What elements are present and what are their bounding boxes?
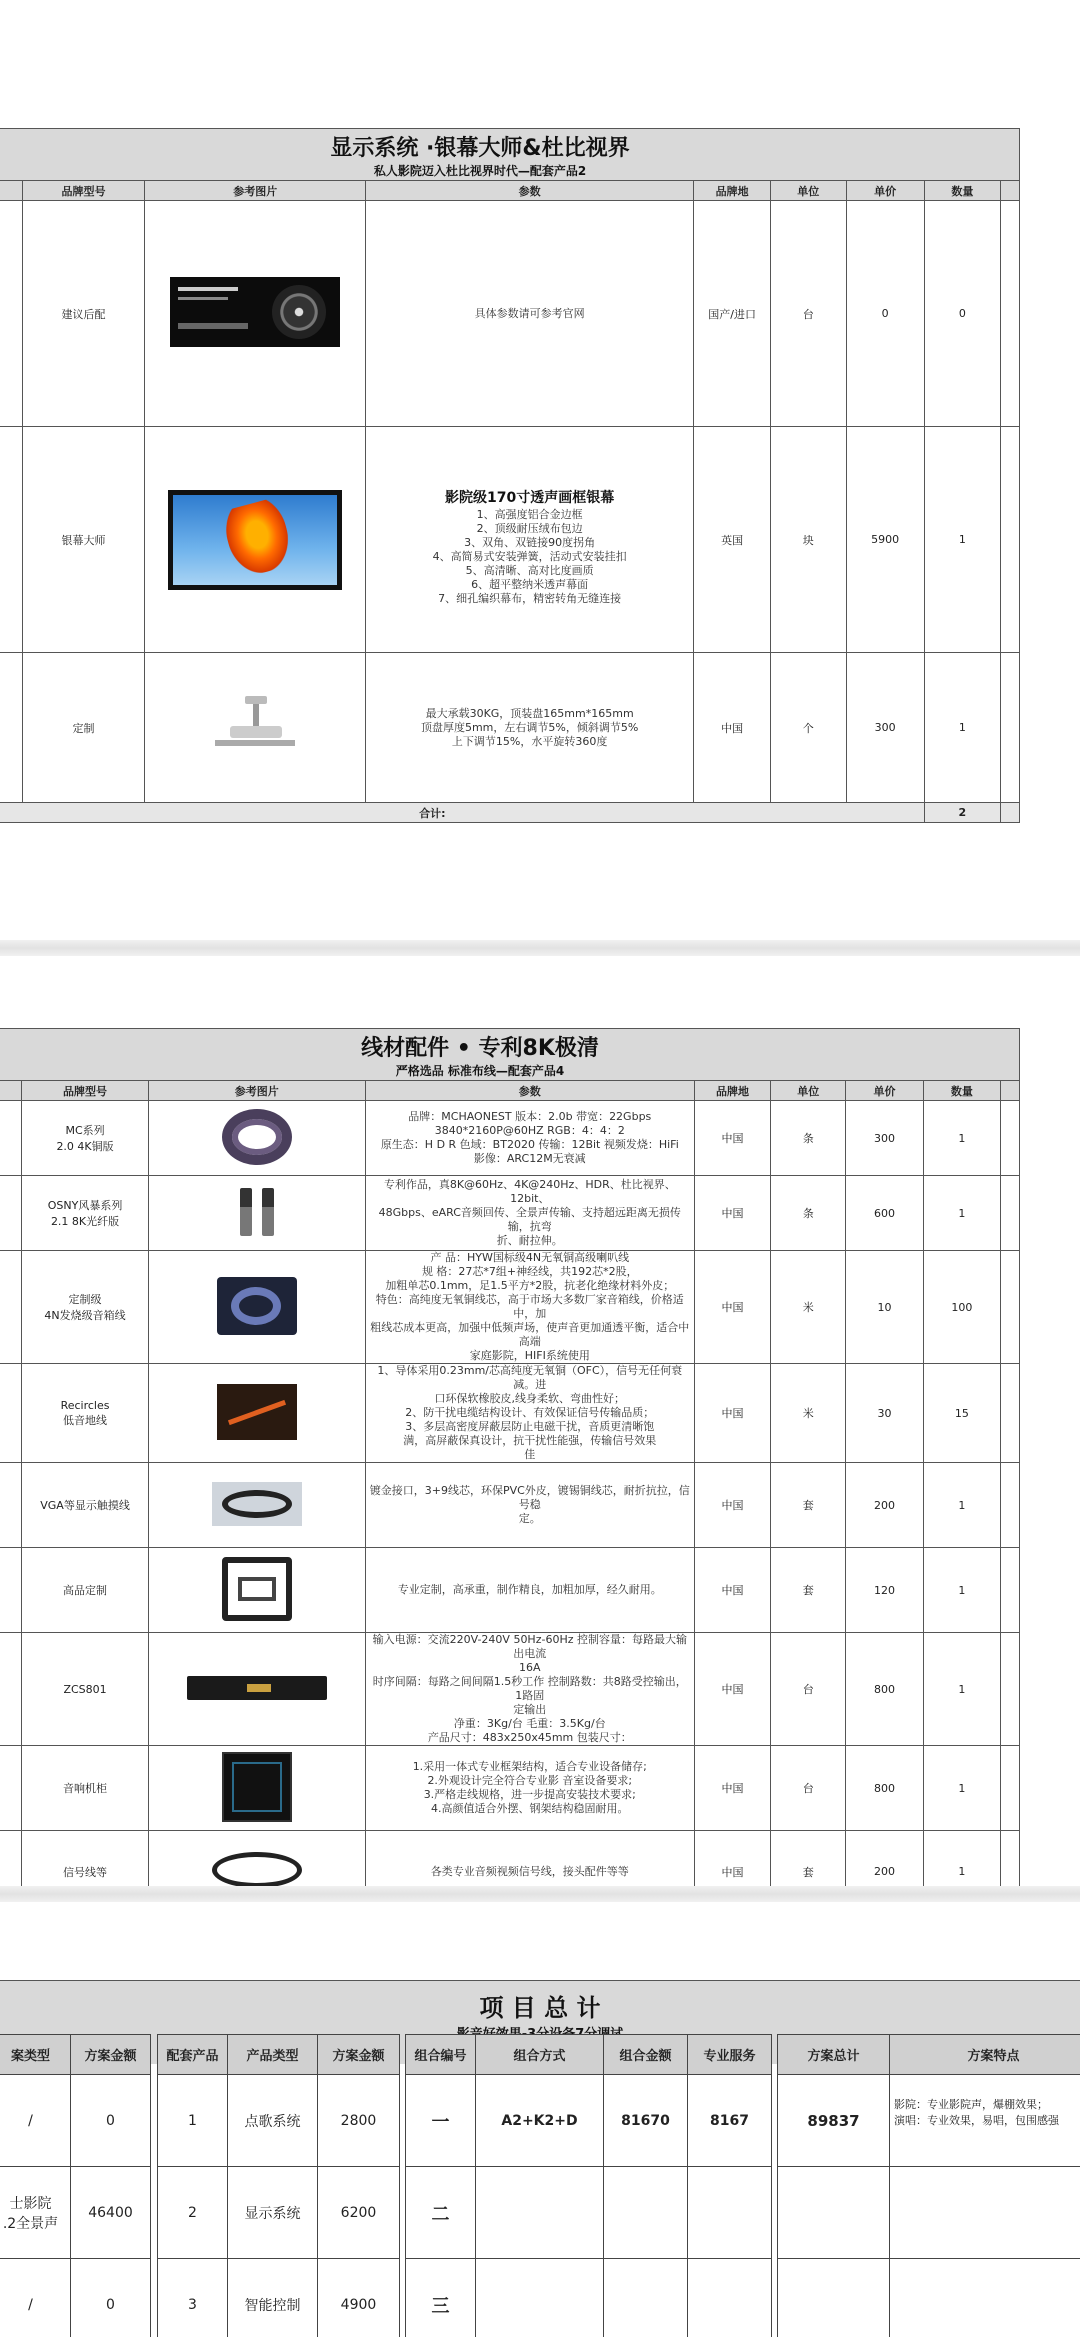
combo-amount-cell <box>604 2259 688 2337</box>
origin-cell: 中国 <box>694 1548 770 1633</box>
unit-cell: 台 <box>771 201 847 427</box>
section-title-row <box>0 129 1020 181</box>
table-row <box>0 1633 1020 1746</box>
total-label: 合计: <box>0 803 924 823</box>
model-cell: VGA等显示触摸线 <box>22 1463 149 1548</box>
origin-cell: 中国 <box>694 1633 770 1746</box>
image-cell <box>148 1548 365 1633</box>
display-system-table <box>0 128 1020 823</box>
hdmi-fiber-image <box>232 1184 282 1240</box>
total-row <box>0 803 1020 823</box>
qty-cell: 1 <box>923 1548 1000 1633</box>
header-package-product: 配套产品 <box>158 2035 228 2075</box>
service-cell: 8167 <box>688 2075 772 2167</box>
combo-no-cell: 二 <box>406 2167 476 2259</box>
scheme-type-cell: / <box>0 2259 71 2337</box>
subwoofer-cable-image <box>217 1384 297 1440</box>
table-row <box>0 201 1020 427</box>
price-cell: 120 <box>846 1548 923 1633</box>
model-cell: OSNY风暴系列 2.1 8K光纤版 <box>22 1176 149 1251</box>
origin-cell: 中国 <box>694 1251 770 1364</box>
amount-cell: 4900 <box>318 2259 400 2337</box>
params-cell <box>366 427 694 653</box>
header-scheme-feature: 方案特点 <box>890 2035 1080 2075</box>
header-scheme-amount: 方案金额 <box>71 2035 151 2075</box>
product-type-cell: 显示系统 <box>228 2167 318 2259</box>
params-cell: 品牌：MCHAONEST 版本：2.0b 带宽：22Gbps 3840*2160P@60HZ RGB：4：4：2 原生态：H D R 色域：BT2020 传输：12Bit 视频发烧：HiFi 影像：ARC12M无衰减 <box>365 1101 694 1176</box>
params-cell: 镀金接口，3+9线芯，环保PVC外皮，镀锡铜线芯，耐折抗拉，信号稳 定。 <box>365 1463 694 1548</box>
price-cell: 600 <box>846 1176 923 1251</box>
scheme-amount-cell: 46400 <box>71 2167 151 2259</box>
package-no-cell: 2 <box>158 2167 228 2259</box>
table-row <box>0 1548 1020 1633</box>
origin-cell: 中国 <box>694 653 771 803</box>
image-cell <box>148 1364 365 1463</box>
combo-no-cell: 三 <box>406 2259 476 2337</box>
image-cell <box>148 1463 365 1548</box>
params-cell: 1、导体采用0.23mm/芯高纯度无氧铜（OFC），信号无任何衰减。进 口环保软橡胶皮,线身柔软、弯曲性好； 2、防干扰电缆结构设计、有效保证信号传输品质； 3、多层高密度屏蔽层防止电磁干扰，音质更清晰饱 满，高屏蔽保真设计，抗干扰性能强，传输信号效果 佳 <box>365 1364 694 1463</box>
origin-cell: 中国 <box>694 1831 770 1913</box>
header-reference-image: 参考图片 <box>148 1081 365 1101</box>
braided-cable-image <box>222 1109 292 1165</box>
price-cell: 800 <box>846 1633 923 1746</box>
unit-cell: 条 <box>771 1101 846 1176</box>
qty-cell: 1 <box>923 1831 1000 1913</box>
vga-cable-image <box>212 1482 302 1526</box>
combo-no-cell: 一 <box>406 2075 476 2167</box>
unit-cell: 套 <box>771 1548 846 1633</box>
amount-cell: 2800 <box>318 2075 400 2167</box>
price-cell: 0 <box>846 201 924 427</box>
model-cell: ZCS801 <box>22 1633 149 1746</box>
header-price: 单价 <box>846 1081 923 1101</box>
unit-cell: 台 <box>771 1633 846 1746</box>
service-cell <box>688 2259 772 2337</box>
section-subtitle: 严格选品 标准布线—配套产品4 <box>395 1063 565 1078</box>
table-row <box>0 1364 1020 1463</box>
origin-cell: 中国 <box>694 1364 770 1463</box>
qty-cell: 100 <box>923 1251 1000 1364</box>
unit-cell: 条 <box>771 1176 846 1251</box>
header-product-type: 产品类型 <box>228 2035 318 2075</box>
model-cell: 定制 <box>22 653 145 803</box>
scheme-total-cell: 89837 <box>778 2075 890 2167</box>
summary-title: 项 目 总 计 <box>479 1994 601 2022</box>
combo-method-cell <box>476 2259 604 2337</box>
model-cell: Recircles 低音地线 <box>22 1364 149 1463</box>
header-origin: 品牌地 <box>694 1081 770 1101</box>
model-cell: 音响机柜 <box>22 1746 149 1831</box>
origin-cell: 英国 <box>694 427 771 653</box>
qty-cell: 1 <box>924 653 1000 803</box>
image-cell <box>148 1251 365 1364</box>
cable-accessories-sheet <box>0 956 1080 1886</box>
total-qty: 2 <box>924 803 1000 823</box>
dolby-projector-image <box>170 277 340 347</box>
header-cell-blank <box>0 181 22 201</box>
params-title: 影院级170寸透声画框银幕 <box>445 489 615 506</box>
service-cell <box>688 2167 772 2259</box>
params-cell: 输入电源：交流220V-240V 50Hz-60Hz 控制容量：每路最大输出电流 16A 时序间隔：每路之间间隔1.5秒工作 控制路数：共8路受控输出，1路固 定输出 净重：3Kg/台 毛重：3.5Kg/台 产品尺寸：483x250x45mm 包装尺寸： <box>365 1633 694 1746</box>
params-cell: 具体参数请可参考官网 <box>366 201 694 427</box>
unit-cell: 套 <box>771 1463 846 1548</box>
params-cell: 产 品：HYW国标级4N无氧铜高级喇叭线 规 格：27芯*7组+神经线，共192芯*2股， 加粗单芯0.1mm，足1.5平方*2股，抗老化绝缘材料外皮； 特色：高纯度无氧铜线芯，高于市场大多数厂家音箱线，价格适中，加 粗线芯成本更高，加强中低频声场，使声音更加通透平衡，适合中高端 家庭影院，HIFI系统使用 <box>365 1251 694 1364</box>
qty-cell: 15 <box>923 1364 1000 1463</box>
price-cell: 200 <box>846 1463 923 1548</box>
page-break <box>0 940 1080 956</box>
header-cell-edge <box>1001 181 1020 201</box>
unit-cell: 米 <box>771 1251 846 1364</box>
section-title: 显示系统 ·银幕大师&杜比视界 <box>330 135 630 161</box>
header-params: 参数 <box>366 181 694 201</box>
header-brand-model: 品牌型号 <box>22 181 145 201</box>
origin-cell: 中国 <box>694 1463 770 1548</box>
qty-cell: 0 <box>924 201 1000 427</box>
scheme-total-table <box>777 2034 1080 2337</box>
package-no-cell: 1 <box>158 2075 228 2167</box>
header-qty: 数量 <box>923 1081 1000 1101</box>
section-title: 线材配件 • 专利8K极清 <box>361 1035 599 1061</box>
speaker-wire-image <box>217 1277 297 1335</box>
screen-leaf-image <box>168 490 342 590</box>
page-break <box>0 1886 1080 1902</box>
price-cell: 800 <box>846 1746 923 1831</box>
model-cell: 信号线等 <box>22 1831 149 1913</box>
scheme-feature-cell: 影院：专业影院声，爆棚效果； 演唱：专业效果，易唱，包围感强 <box>890 2075 1080 2167</box>
power-sequencer-image <box>187 1676 327 1700</box>
image-cell <box>148 1101 365 1176</box>
combo-method-cell <box>476 2167 604 2259</box>
table-row <box>0 1176 1020 1251</box>
params-cell: 专利作品，真8K@60Hz、4K@240Hz、HDR、杜比视界、12bit、 48Gbps、eARC音频回传、全景声传输、支持超远距离无损传输，抗弯 折、耐拉伸。 <box>365 1176 694 1251</box>
header-params: 参数 <box>365 1081 694 1101</box>
combo-amount-cell <box>604 2167 688 2259</box>
product-type-cell: 智能控制 <box>228 2259 318 2337</box>
section-title-row <box>0 1029 1020 1081</box>
combo-amount-cell: 81670 <box>604 2075 688 2167</box>
header-brand-model: 品牌型号 <box>22 1081 149 1101</box>
table-row <box>0 653 1020 803</box>
qty-cell: 1 <box>923 1463 1000 1548</box>
header-row <box>0 1081 1020 1101</box>
table-row <box>0 1463 1020 1548</box>
qty-cell: 1 <box>924 427 1000 653</box>
product-type-cell: 点歌系统 <box>228 2075 318 2167</box>
cable-accessories-table <box>0 1028 1020 1933</box>
package-no-cell: 3 <box>158 2259 228 2337</box>
image-cell <box>145 201 366 427</box>
price-cell: 5900 <box>846 427 924 653</box>
origin-cell: 中国 <box>694 1101 770 1176</box>
display-system-sheet <box>0 0 1080 940</box>
qty-cell: 1 <box>923 1101 1000 1176</box>
header-service: 专业服务 <box>688 2035 772 2075</box>
scheme-amount-cell: 0 <box>71 2259 151 2337</box>
qty-cell: 1 <box>923 1176 1000 1251</box>
rack-cabinet-image <box>222 1752 292 1822</box>
scheme-type-table <box>0 2034 151 2337</box>
price-cell: 200 <box>846 1831 923 1913</box>
combination-table <box>405 2034 772 2337</box>
header-row <box>0 181 1020 201</box>
image-cell <box>148 1633 365 1746</box>
image-cell <box>145 653 366 803</box>
unit-cell: 台 <box>771 1746 846 1831</box>
params-cell: 各类专业音频视频信号线，接头配件等等 <box>365 1831 694 1913</box>
qty-cell: 1 <box>923 1746 1000 1831</box>
unit-cell: 套 <box>771 1831 846 1913</box>
params-text: 1、高强度铝合金边框 2、顶级耐压绒布包边 3、双角、双链接90度拐角 4、高简易式安装弹簧，活动式安装挂扣 5、高清晰、高对比度画质 6、超平整纳米透声幕面 7、细孔编织幕布，精密转角无缝连接 <box>432 507 627 605</box>
params-cell: 最大承载30KG，顶装盘165mm*165mm 顶盘厚度5mm，左右调节5%，倾斜调节5% 上下调节15%，水平旋转360度 <box>366 653 694 803</box>
price-cell: 10 <box>846 1251 923 1364</box>
model-cell: 建议后配 <box>22 201 145 427</box>
origin-cell: 国产/进口 <box>694 201 771 427</box>
unit-cell: 个 <box>771 653 847 803</box>
signal-cable-image <box>212 1852 302 1888</box>
table-row <box>0 1101 1020 1176</box>
model-cell: 银幕大师 <box>22 427 145 653</box>
table-row <box>0 1746 1020 1831</box>
model-cell: 高品定制 <box>22 1548 149 1633</box>
amount-cell: 6200 <box>318 2167 400 2259</box>
price-cell: 30 <box>846 1364 923 1463</box>
origin-cell: 中国 <box>694 1176 770 1251</box>
scheme-amount-cell: 0 <box>71 2075 151 2167</box>
header-scheme-total: 方案总计 <box>778 2035 890 2075</box>
section-subtitle: 私人影院迈入杜比视界时代—配套产品2 <box>373 163 587 178</box>
table-row <box>0 427 1020 653</box>
unit-cell: 块 <box>771 427 847 653</box>
qty-cell: 1 <box>923 1633 1000 1746</box>
model-cell: 定制级 4N发烧级音箱线 <box>22 1251 149 1364</box>
combo-method-cell: A2+K2+D <box>476 2075 604 2167</box>
model-cell: MC系列 2.0 4K铜版 <box>22 1101 149 1176</box>
header-combo-no: 组合编号 <box>406 2035 476 2075</box>
header-scheme-type: 案类型 <box>0 2035 71 2075</box>
header-unit: 单位 <box>771 1081 846 1101</box>
image-cell <box>145 427 366 653</box>
price-cell: 300 <box>846 1101 923 1176</box>
header-qty: 数量 <box>924 181 1000 201</box>
package-product-table <box>157 2034 400 2337</box>
params-cell: 1.采用一体式专业框架结构，适合专业设备储存; 2.外观设计完全符合专业影 音室设备要求; 3.严格走线规格，进一步提高安装技术要求; 4.高颜值适合外摆、钢架结构稳固耐用。 <box>365 1746 694 1831</box>
image-cell <box>148 1176 365 1251</box>
origin-cell: 中国 <box>694 1746 770 1831</box>
table-row <box>0 1251 1020 1364</box>
header-origin: 品牌地 <box>694 181 771 201</box>
ceiling-mount-image <box>205 696 305 756</box>
project-summary-sheet <box>0 1902 1080 2337</box>
header-price: 单价 <box>846 181 924 201</box>
scheme-type-cell: 士影院 .2全景声 <box>0 2167 71 2259</box>
bracket-image <box>222 1557 292 1621</box>
header-unit: 单位 <box>771 181 847 201</box>
unit-cell: 米 <box>771 1364 846 1463</box>
header-combo-amount: 组合金额 <box>604 2035 688 2075</box>
image-cell <box>148 1746 365 1831</box>
header-amount: 方案金额 <box>318 2035 400 2075</box>
scheme-type-cell: / <box>0 2075 71 2167</box>
params-cell: 专业定制，高承重，制作精良，加粗加厚，经久耐用。 <box>365 1548 694 1633</box>
header-combo-method: 组合方式 <box>476 2035 604 2075</box>
price-cell: 300 <box>846 653 924 803</box>
header-reference-image: 参考图片 <box>145 181 366 201</box>
